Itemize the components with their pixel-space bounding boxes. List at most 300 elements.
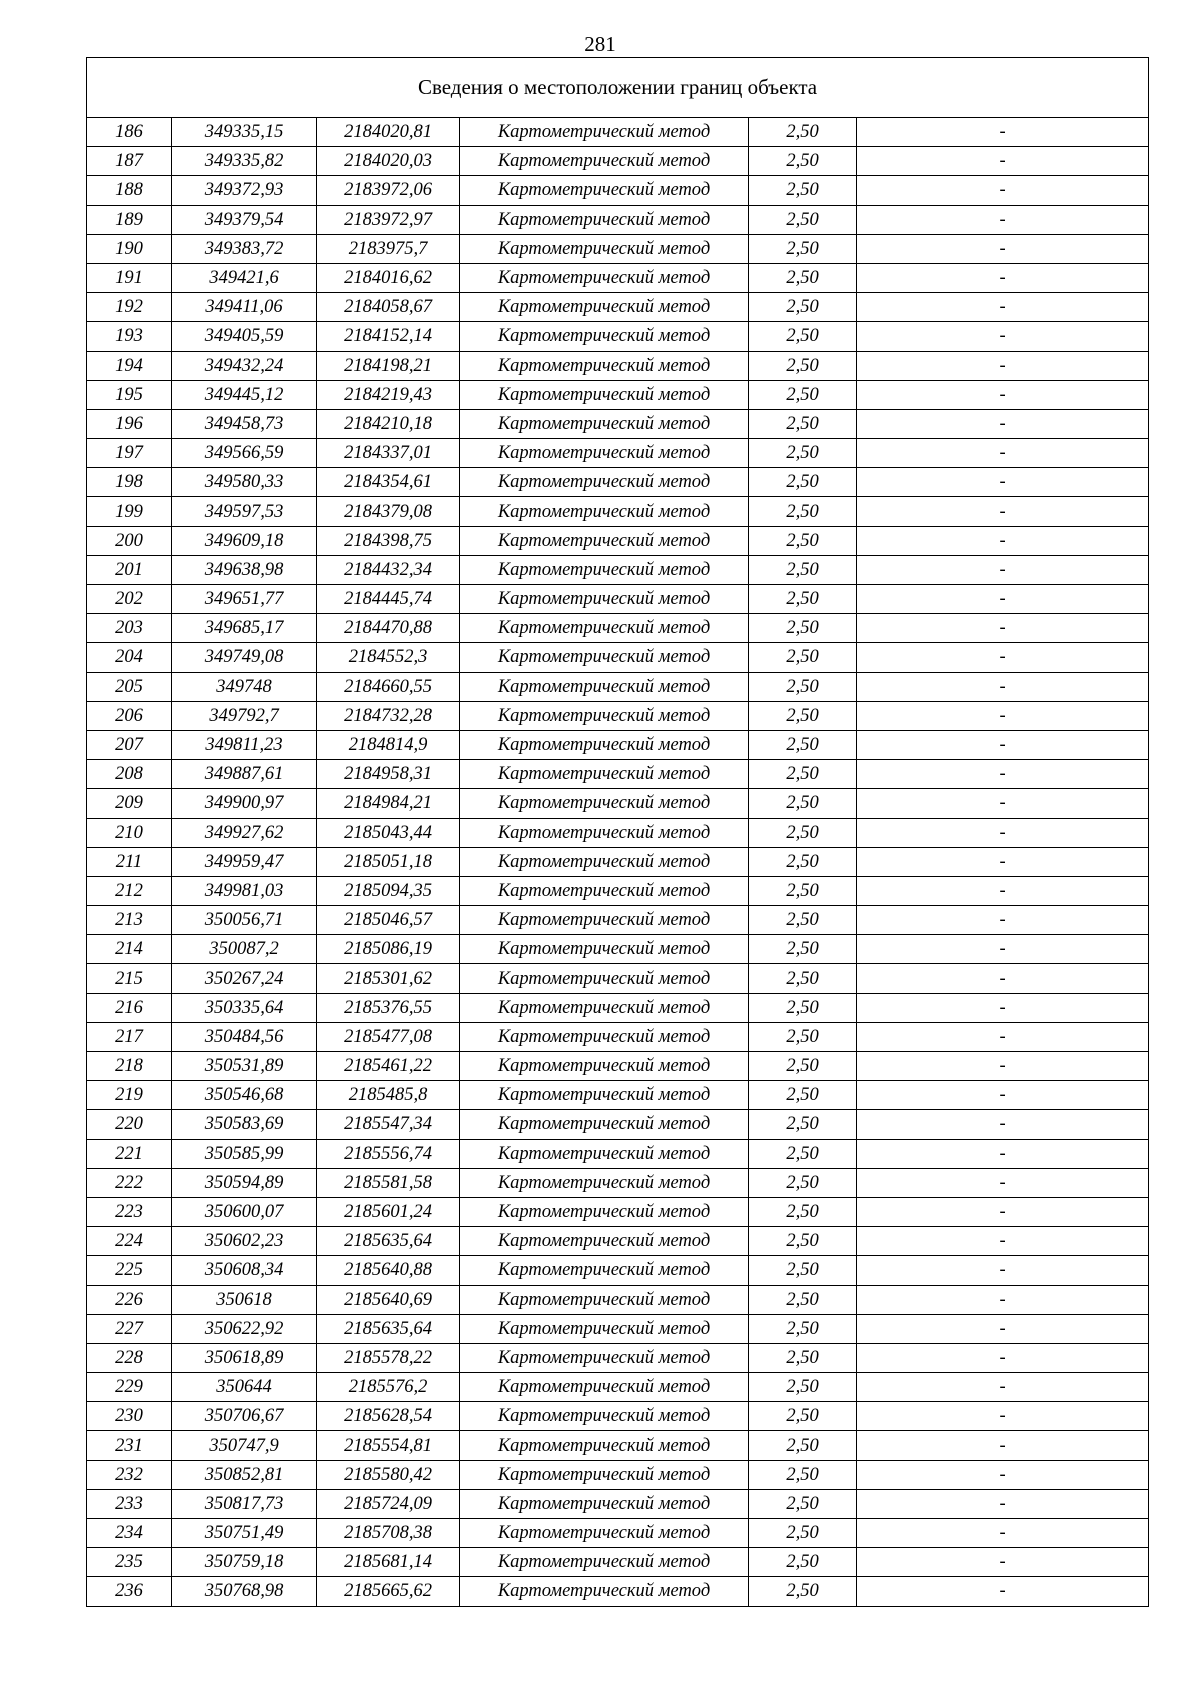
y-coordinate-cell: 2183975,7	[317, 234, 460, 263]
method-cell: Картометрический метод	[460, 526, 749, 555]
accuracy-cell: 2,50	[749, 1139, 857, 1168]
y-coordinate-cell: 2184445,74	[317, 585, 460, 614]
y-coordinate-cell: 2184016,62	[317, 263, 460, 292]
point-number-cell: 209	[87, 789, 172, 818]
accuracy-cell: 2,50	[749, 351, 857, 380]
method-cell: Картометрический метод	[460, 293, 749, 322]
method-cell: Картометрический метод	[460, 1343, 749, 1372]
x-coordinate-cell: 350608,34	[172, 1256, 317, 1285]
method-cell: Картометрический метод	[460, 993, 749, 1022]
point-number-cell: 195	[87, 380, 172, 409]
x-coordinate-cell: 349609,18	[172, 526, 317, 555]
description-cell: -	[857, 906, 1149, 935]
description-cell: -	[857, 1577, 1149, 1606]
y-coordinate-cell: 2185547,34	[317, 1110, 460, 1139]
point-number-cell: 226	[87, 1285, 172, 1314]
description-cell: -	[857, 730, 1149, 759]
method-cell: Картометрический метод	[460, 351, 749, 380]
method-cell: Картометрический метод	[460, 906, 749, 935]
table-row	[87, 1489, 1149, 1518]
table-row	[87, 351, 1149, 380]
table-row	[87, 847, 1149, 876]
description-cell: -	[857, 1110, 1149, 1139]
method-cell: Картометрический метод	[460, 1168, 749, 1197]
table-row	[87, 380, 1149, 409]
y-coordinate-cell: 2185628,54	[317, 1402, 460, 1431]
method-cell: Картометрический метод	[460, 847, 749, 876]
accuracy-cell: 2,50	[749, 409, 857, 438]
point-number-cell: 220	[87, 1110, 172, 1139]
point-number-cell: 232	[87, 1460, 172, 1489]
accuracy-cell: 2,50	[749, 906, 857, 935]
method-cell: Картометрический метод	[460, 1256, 749, 1285]
accuracy-cell: 2,50	[749, 439, 857, 468]
method-cell: Картометрический метод	[460, 1052, 749, 1081]
table-row	[87, 818, 1149, 847]
point-number-cell: 194	[87, 351, 172, 380]
y-coordinate-cell: 2184020,03	[317, 147, 460, 176]
point-number-cell: 187	[87, 147, 172, 176]
table-row	[87, 1285, 1149, 1314]
y-coordinate-cell: 2184210,18	[317, 409, 460, 438]
point-number-cell: 210	[87, 818, 172, 847]
accuracy-cell: 2,50	[749, 118, 857, 147]
x-coordinate-cell: 349379,54	[172, 205, 317, 234]
description-cell: -	[857, 351, 1149, 380]
y-coordinate-cell: 2185301,62	[317, 964, 460, 993]
description-cell: -	[857, 1373, 1149, 1402]
point-number-cell: 204	[87, 643, 172, 672]
description-cell: -	[857, 1022, 1149, 1051]
description-cell: -	[857, 1139, 1149, 1168]
description-cell: -	[857, 993, 1149, 1022]
method-cell: Картометрический метод	[460, 1227, 749, 1256]
point-number-cell: 190	[87, 234, 172, 263]
accuracy-cell: 2,50	[749, 730, 857, 759]
accuracy-cell: 2,50	[749, 205, 857, 234]
description-cell: -	[857, 789, 1149, 818]
method-cell: Картометрический метод	[460, 585, 749, 614]
x-coordinate-cell: 350817,73	[172, 1489, 317, 1518]
table-row	[87, 1139, 1149, 1168]
accuracy-cell: 2,50	[749, 585, 857, 614]
y-coordinate-cell: 2185477,08	[317, 1022, 460, 1051]
y-coordinate-cell: 2185640,69	[317, 1285, 460, 1314]
y-coordinate-cell: 2184020,81	[317, 118, 460, 147]
y-coordinate-cell: 2184552,3	[317, 643, 460, 672]
x-coordinate-cell: 349580,33	[172, 468, 317, 497]
point-number-cell: 221	[87, 1139, 172, 1168]
point-number-cell: 188	[87, 176, 172, 205]
description-cell: -	[857, 1460, 1149, 1489]
method-cell: Картометрический метод	[460, 1519, 749, 1548]
accuracy-cell: 2,50	[749, 993, 857, 1022]
point-number-cell: 231	[87, 1431, 172, 1460]
accuracy-cell: 2,50	[749, 760, 857, 789]
point-number-cell: 206	[87, 701, 172, 730]
description-cell: -	[857, 1519, 1149, 1548]
x-coordinate-cell: 350335,64	[172, 993, 317, 1022]
accuracy-cell: 2,50	[749, 876, 857, 905]
x-coordinate-cell: 350618	[172, 1285, 317, 1314]
description-cell: -	[857, 1548, 1149, 1577]
accuracy-cell: 2,50	[749, 1227, 857, 1256]
description-cell: -	[857, 1197, 1149, 1226]
x-coordinate-cell: 349959,47	[172, 847, 317, 876]
y-coordinate-cell: 2184398,75	[317, 526, 460, 555]
table-row	[87, 1431, 1149, 1460]
method-cell: Картометрический метод	[460, 643, 749, 672]
x-coordinate-cell: 350594,89	[172, 1168, 317, 1197]
y-coordinate-cell: 2185485,8	[317, 1081, 460, 1110]
y-coordinate-cell: 2185581,58	[317, 1168, 460, 1197]
point-number-cell: 191	[87, 263, 172, 292]
description-cell: -	[857, 555, 1149, 584]
method-cell: Картометрический метод	[460, 964, 749, 993]
point-number-cell: 197	[87, 439, 172, 468]
point-number-cell: 212	[87, 876, 172, 905]
table-row	[87, 526, 1149, 555]
y-coordinate-cell: 2184732,28	[317, 701, 460, 730]
y-coordinate-cell: 2185635,64	[317, 1314, 460, 1343]
y-coordinate-cell: 2185578,22	[317, 1343, 460, 1372]
point-number-cell: 222	[87, 1168, 172, 1197]
accuracy-cell: 2,50	[749, 234, 857, 263]
y-coordinate-cell: 2185086,19	[317, 935, 460, 964]
y-coordinate-cell: 2185681,14	[317, 1548, 460, 1577]
description-cell: -	[857, 409, 1149, 438]
y-coordinate-cell: 2183972,06	[317, 176, 460, 205]
point-number-cell: 199	[87, 497, 172, 526]
x-coordinate-cell: 349900,97	[172, 789, 317, 818]
description-cell: -	[857, 1314, 1149, 1343]
table-row	[87, 876, 1149, 905]
method-cell: Картометрический метод	[460, 1460, 749, 1489]
y-coordinate-cell: 2185724,09	[317, 1489, 460, 1518]
y-coordinate-cell: 2185640,88	[317, 1256, 460, 1285]
y-coordinate-cell: 2185635,64	[317, 1227, 460, 1256]
boundary-coordinates-table	[86, 57, 1149, 1607]
table-row	[87, 789, 1149, 818]
description-cell: -	[857, 1343, 1149, 1372]
description-cell: -	[857, 1402, 1149, 1431]
description-cell: -	[857, 526, 1149, 555]
x-coordinate-cell: 350747,9	[172, 1431, 317, 1460]
x-coordinate-cell: 349638,98	[172, 555, 317, 584]
point-number-cell: 213	[87, 906, 172, 935]
boundary-table-container	[86, 57, 1148, 1607]
method-cell: Картометрический метод	[460, 1081, 749, 1110]
method-cell: Картометрический метод	[460, 176, 749, 205]
table-row	[87, 672, 1149, 701]
x-coordinate-cell: 349811,23	[172, 730, 317, 759]
table-row	[87, 1022, 1149, 1051]
description-cell: -	[857, 876, 1149, 905]
table-row	[87, 1314, 1149, 1343]
method-cell: Картометрический метод	[460, 1577, 749, 1606]
description-cell: -	[857, 818, 1149, 847]
accuracy-cell: 2,50	[749, 497, 857, 526]
point-number-cell: 201	[87, 555, 172, 584]
x-coordinate-cell: 349597,53	[172, 497, 317, 526]
y-coordinate-cell: 2185556,74	[317, 1139, 460, 1168]
accuracy-cell: 2,50	[749, 1256, 857, 1285]
point-number-cell: 216	[87, 993, 172, 1022]
y-coordinate-cell: 2185043,44	[317, 818, 460, 847]
method-cell: Картометрический метод	[460, 118, 749, 147]
point-number-cell: 205	[87, 672, 172, 701]
table-row	[87, 263, 1149, 292]
x-coordinate-cell: 350583,69	[172, 1110, 317, 1139]
x-coordinate-cell: 350622,92	[172, 1314, 317, 1343]
point-number-cell: 202	[87, 585, 172, 614]
method-cell: Картометрический метод	[460, 1139, 749, 1168]
table-row	[87, 1227, 1149, 1256]
accuracy-cell: 2,50	[749, 1489, 857, 1518]
point-number-cell: 198	[87, 468, 172, 497]
method-cell: Картометрический метод	[460, 468, 749, 497]
y-coordinate-cell: 2185554,81	[317, 1431, 460, 1460]
table-row	[87, 497, 1149, 526]
y-coordinate-cell: 2185601,24	[317, 1197, 460, 1226]
page-number: 281	[584, 32, 616, 56]
description-cell: -	[857, 585, 1149, 614]
table-row	[87, 643, 1149, 672]
point-number-cell: 207	[87, 730, 172, 759]
point-number-cell: 223	[87, 1197, 172, 1226]
x-coordinate-cell: 349748	[172, 672, 317, 701]
point-number-cell: 234	[87, 1519, 172, 1548]
y-coordinate-cell: 2185576,2	[317, 1373, 460, 1402]
x-coordinate-cell: 350056,71	[172, 906, 317, 935]
y-coordinate-cell: 2185708,38	[317, 1519, 460, 1548]
description-cell: -	[857, 1489, 1149, 1518]
y-coordinate-cell: 2184432,34	[317, 555, 460, 584]
table-row	[87, 614, 1149, 643]
table-row	[87, 234, 1149, 263]
method-cell: Картометрический метод	[460, 1285, 749, 1314]
table-row	[87, 585, 1149, 614]
x-coordinate-cell: 349651,77	[172, 585, 317, 614]
point-number-cell: 208	[87, 760, 172, 789]
point-number-cell: 235	[87, 1548, 172, 1577]
accuracy-cell: 2,50	[749, 964, 857, 993]
accuracy-cell: 2,50	[749, 789, 857, 818]
x-coordinate-cell: 350267,24	[172, 964, 317, 993]
table-row	[87, 1052, 1149, 1081]
description-cell: -	[857, 1168, 1149, 1197]
table-title-row	[87, 58, 1149, 118]
x-coordinate-cell: 349981,03	[172, 876, 317, 905]
table-row	[87, 293, 1149, 322]
description-cell: -	[857, 176, 1149, 205]
accuracy-cell: 2,50	[749, 1343, 857, 1372]
table-row	[87, 147, 1149, 176]
description-cell: -	[857, 964, 1149, 993]
method-cell: Картометрический метод	[460, 672, 749, 701]
accuracy-cell: 2,50	[749, 147, 857, 176]
x-coordinate-cell: 350600,07	[172, 1197, 317, 1226]
point-number-cell: 200	[87, 526, 172, 555]
accuracy-cell: 2,50	[749, 643, 857, 672]
x-coordinate-cell: 350768,98	[172, 1577, 317, 1606]
x-coordinate-cell: 349927,62	[172, 818, 317, 847]
x-coordinate-cell: 349887,61	[172, 760, 317, 789]
method-cell: Картометрический метод	[460, 147, 749, 176]
point-number-cell: 227	[87, 1314, 172, 1343]
method-cell: Картометрический метод	[460, 1489, 749, 1518]
y-coordinate-cell: 2184660,55	[317, 672, 460, 701]
description-cell: -	[857, 1256, 1149, 1285]
table-row	[87, 1577, 1149, 1606]
table-row	[87, 118, 1149, 147]
accuracy-cell: 2,50	[749, 1431, 857, 1460]
method-cell: Картометрический метод	[460, 1314, 749, 1343]
x-coordinate-cell: 350531,89	[172, 1052, 317, 1081]
point-number-cell: 192	[87, 293, 172, 322]
method-cell: Картометрический метод	[460, 876, 749, 905]
method-cell: Картометрический метод	[460, 818, 749, 847]
y-coordinate-cell: 2185051,18	[317, 847, 460, 876]
table-row	[87, 701, 1149, 730]
point-number-cell: 193	[87, 322, 172, 351]
x-coordinate-cell: 349685,17	[172, 614, 317, 643]
y-coordinate-cell: 2184984,21	[317, 789, 460, 818]
y-coordinate-cell: 2184337,01	[317, 439, 460, 468]
table-row	[87, 439, 1149, 468]
table-title: Сведения о местоположении границ объекта	[87, 58, 1149, 118]
description-cell: -	[857, 1431, 1149, 1460]
method-cell: Картометрический метод	[460, 380, 749, 409]
point-number-cell: 218	[87, 1052, 172, 1081]
point-number-cell: 186	[87, 118, 172, 147]
method-cell: Картометрический метод	[460, 1022, 749, 1051]
point-number-cell: 230	[87, 1402, 172, 1431]
x-coordinate-cell: 349383,72	[172, 234, 317, 263]
description-cell: -	[857, 497, 1149, 526]
y-coordinate-cell: 2184379,08	[317, 497, 460, 526]
y-coordinate-cell: 2185376,55	[317, 993, 460, 1022]
accuracy-cell: 2,50	[749, 555, 857, 584]
table-row	[87, 555, 1149, 584]
method-cell: Картометрический метод	[460, 234, 749, 263]
y-coordinate-cell: 2184470,88	[317, 614, 460, 643]
table-row	[87, 1168, 1149, 1197]
accuracy-cell: 2,50	[749, 1197, 857, 1226]
method-cell: Картометрический метод	[460, 1431, 749, 1460]
x-coordinate-cell: 350759,18	[172, 1548, 317, 1577]
point-number-cell: 225	[87, 1256, 172, 1285]
table-row	[87, 1402, 1149, 1431]
point-number-cell: 236	[87, 1577, 172, 1606]
y-coordinate-cell: 2183972,97	[317, 205, 460, 234]
accuracy-cell: 2,50	[749, 176, 857, 205]
method-cell: Картометрический метод	[460, 760, 749, 789]
description-cell: -	[857, 263, 1149, 292]
table-row	[87, 468, 1149, 497]
y-coordinate-cell: 2184152,14	[317, 322, 460, 351]
method-cell: Картометрический метод	[460, 555, 749, 584]
point-number-cell: 215	[87, 964, 172, 993]
accuracy-cell: 2,50	[749, 672, 857, 701]
description-cell: -	[857, 322, 1149, 351]
table-row	[87, 1110, 1149, 1139]
x-coordinate-cell: 349405,59	[172, 322, 317, 351]
point-number-cell: 214	[87, 935, 172, 964]
accuracy-cell: 2,50	[749, 614, 857, 643]
accuracy-cell: 2,50	[749, 322, 857, 351]
method-cell: Картометрический метод	[460, 1110, 749, 1139]
method-cell: Картометрический метод	[460, 263, 749, 292]
description-cell: -	[857, 760, 1149, 789]
x-coordinate-cell: 349749,08	[172, 643, 317, 672]
x-coordinate-cell: 350087,2	[172, 935, 317, 964]
x-coordinate-cell: 349335,15	[172, 118, 317, 147]
description-cell: -	[857, 147, 1149, 176]
description-cell: -	[857, 672, 1149, 701]
accuracy-cell: 2,50	[749, 1022, 857, 1051]
accuracy-cell: 2,50	[749, 468, 857, 497]
accuracy-cell: 2,50	[749, 293, 857, 322]
accuracy-cell: 2,50	[749, 935, 857, 964]
y-coordinate-cell: 2185094,35	[317, 876, 460, 905]
x-coordinate-cell: 350852,81	[172, 1460, 317, 1489]
accuracy-cell: 2,50	[749, 1577, 857, 1606]
x-coordinate-cell: 350602,23	[172, 1227, 317, 1256]
accuracy-cell: 2,50	[749, 1285, 857, 1314]
point-number-cell: 211	[87, 847, 172, 876]
accuracy-cell: 2,50	[749, 380, 857, 409]
x-coordinate-cell: 349792,7	[172, 701, 317, 730]
point-number-cell: 217	[87, 1022, 172, 1051]
method-cell: Картометрический метод	[460, 789, 749, 818]
description-cell: -	[857, 643, 1149, 672]
description-cell: -	[857, 380, 1149, 409]
y-coordinate-cell: 2185461,22	[317, 1052, 460, 1081]
x-coordinate-cell: 350585,99	[172, 1139, 317, 1168]
x-coordinate-cell: 350618,89	[172, 1343, 317, 1372]
method-cell: Картометрический метод	[460, 701, 749, 730]
y-coordinate-cell: 2184958,31	[317, 760, 460, 789]
method-cell: Картометрический метод	[460, 439, 749, 468]
point-number-cell: 224	[87, 1227, 172, 1256]
method-cell: Картометрический метод	[460, 497, 749, 526]
x-coordinate-cell: 350751,49	[172, 1519, 317, 1548]
description-cell: -	[857, 1227, 1149, 1256]
accuracy-cell: 2,50	[749, 1460, 857, 1489]
y-coordinate-cell: 2184058,67	[317, 293, 460, 322]
description-cell: -	[857, 614, 1149, 643]
point-number-cell: 196	[87, 409, 172, 438]
x-coordinate-cell: 349458,73	[172, 409, 317, 438]
point-number-cell: 219	[87, 1081, 172, 1110]
x-coordinate-cell: 350546,68	[172, 1081, 317, 1110]
x-coordinate-cell: 350706,67	[172, 1402, 317, 1431]
table-row	[87, 964, 1149, 993]
y-coordinate-cell: 2185580,42	[317, 1460, 460, 1489]
table-row	[87, 322, 1149, 351]
x-coordinate-cell: 349372,93	[172, 176, 317, 205]
method-cell: Картометрический метод	[460, 935, 749, 964]
table-row	[87, 760, 1149, 789]
point-number-cell: 233	[87, 1489, 172, 1518]
description-cell: -	[857, 118, 1149, 147]
y-coordinate-cell: 2185046,57	[317, 906, 460, 935]
description-cell: -	[857, 234, 1149, 263]
table-row	[87, 1373, 1149, 1402]
description-cell: -	[857, 1052, 1149, 1081]
table-row	[87, 1197, 1149, 1226]
